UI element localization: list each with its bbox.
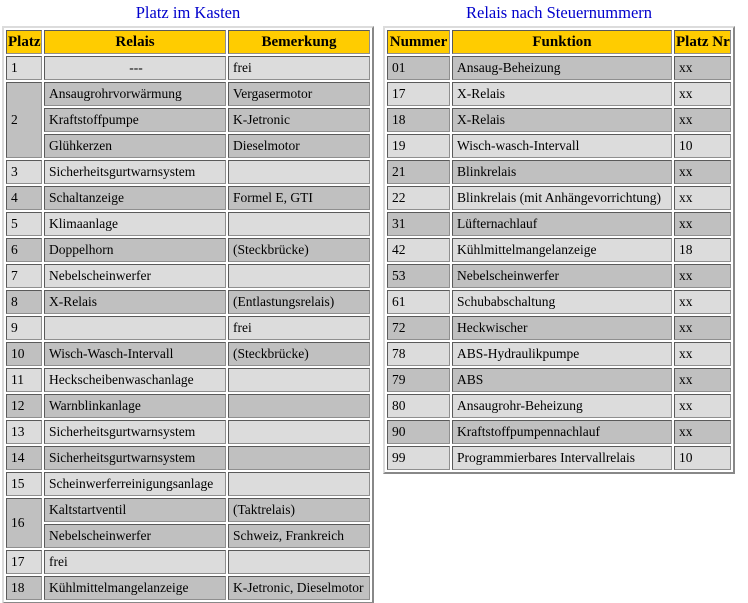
table-row [6,394,370,418]
relais-cell: X-Relais [44,290,226,314]
bemerkung-cell: (Steckbrücke) [228,238,370,262]
bemerkung-cell: (Steckbrücke) [228,342,370,366]
relais-cell: Sicherheitsgurtwarnsystem [44,446,226,470]
platz-nr-cell: xx [674,394,731,418]
platz-cell: 3 [6,160,42,184]
relais-cell: Nebelscheinwerfer [44,524,226,548]
bemerkung-cell [228,394,370,418]
bemerkung-cell: K-Jetronic [228,108,370,132]
platz-cell: 7 [6,264,42,288]
bemerkung-cell: frei [228,56,370,80]
relais-cell: frei [44,550,226,574]
table-row [387,56,731,80]
platz-cell: 11 [6,368,42,392]
table-row [6,446,370,470]
nummer-cell: 53 [387,264,450,288]
platz-nr-cell: xx [674,264,731,288]
nummer-cell: 61 [387,290,450,314]
table-row [6,550,370,574]
bemerkung-cell [228,446,370,470]
nummer-cell: 42 [387,238,450,262]
table-row [387,342,731,366]
table-row [6,498,370,522]
relais-cell: Kühlmittelmangelanzeige [44,576,226,600]
table-row [6,108,370,132]
column-header-nummer: Nummer [387,30,450,54]
funktion-cell: Ansaugrohr-Beheizung [452,394,672,418]
platz-nr-cell: xx [674,108,731,132]
funktion-cell: Blinkrelais (mit Anhängevorrichtung) [452,186,672,210]
bemerkung-cell [228,550,370,574]
table-row [387,394,731,418]
platz-cell: 4 [6,186,42,210]
bemerkung-cell [228,212,370,236]
relais-cell: Scheinwerferreinigungsanlage [44,472,226,496]
table-row [387,82,731,106]
platz-nr-cell: xx [674,420,731,444]
table-row [6,576,370,600]
relais-cell: --- [44,56,226,80]
nummer-cell: 22 [387,186,450,210]
table-row [387,420,731,444]
table-row [6,524,370,548]
table-row [387,316,731,340]
relais-cell: Klimaanlage [44,212,226,236]
relais-cell: Sicherheitsgurtwarnsystem [44,160,226,184]
table-row [6,420,370,444]
platz-cell: 18 [6,576,42,600]
platz-nr-cell: xx [674,316,731,340]
bemerkung-cell: Dieselmotor [228,134,370,158]
relais-cell: Wisch-Wasch-Intervall [44,342,226,366]
funktion-cell: Kraftstoffpumpennachlauf [452,420,672,444]
table-row [6,56,370,80]
funktion-cell: X-Relais [452,108,672,132]
nummer-cell: 01 [387,56,450,80]
bemerkung-cell: Schweiz, Frankreich [228,524,370,548]
table-row [6,368,370,392]
bemerkung-cell: Formel E, GTI [228,186,370,210]
bemerkung-cell: (Entlastungsrelais) [228,290,370,314]
platz-nr-cell: xx [674,160,731,184]
relais-cell: Doppelhorn [44,238,226,262]
funktion-cell: X-Relais [452,82,672,106]
nummer-cell: 90 [387,420,450,444]
nummer-cell: 78 [387,342,450,366]
table-row [6,472,370,496]
table-row [387,238,731,262]
table-row [387,368,731,392]
table-row [387,186,731,210]
relais-cell: Kaltstartventil [44,498,226,522]
platz-im-kasten-table [2,26,374,603]
funktion-cell: ABS-Hydraulikpumpe [452,342,672,366]
funktion-cell: Lüfternachlauf [452,212,672,236]
nummer-cell: 80 [387,394,450,418]
platz-cell: 14 [6,446,42,470]
platz-nr-cell: 10 [674,446,731,470]
nummer-cell: 18 [387,108,450,132]
column-header-relais: Relais [44,30,226,54]
nummer-cell: 17 [387,82,450,106]
platz-cell: 17 [6,550,42,574]
relais-cell [44,316,226,340]
platz-cell: 1 [6,56,42,80]
nummer-cell: 99 [387,446,450,470]
nummer-cell: 31 [387,212,450,236]
funktion-cell: Ansaug-Beheizung [452,56,672,80]
table-row [6,316,370,340]
table-row [6,82,370,106]
bemerkung-cell [228,368,370,392]
platz-cell: 13 [6,420,42,444]
table-row [6,264,370,288]
funktion-cell: Wisch-wasch-Intervall [452,134,672,158]
platz-im-kasten-section [2,2,374,603]
platz-nr-cell: xx [674,82,731,106]
platz-nr-cell: xx [674,290,731,314]
platz-nr-cell: 10 [674,134,731,158]
funktion-cell: Schubabschaltung [452,290,672,314]
funktion-cell: Programmierbares Intervallrelais [452,446,672,470]
funktion-cell: Blinkrelais [452,160,672,184]
nummer-cell: 19 [387,134,450,158]
relais-cell: Kraftstoffpumpe [44,108,226,132]
platz-cell: 5 [6,212,42,236]
relais-cell: Ansaugrohrvorwärmung [44,82,226,106]
table-row [6,342,370,366]
nummer-cell: 79 [387,368,450,392]
platz-nr-cell: xx [674,56,731,80]
funktion-cell: ABS [452,368,672,392]
funktion-cell: Heckwischer [452,316,672,340]
relais-cell: Nebelscheinwerfer [44,264,226,288]
table-row [6,134,370,158]
table-row [6,238,370,262]
column-header-platz: Platz [6,30,42,54]
platz-nr-cell: xx [674,186,731,210]
table-row [387,264,731,288]
table-row [387,290,731,314]
platz-nr-cell: xx [674,212,731,236]
table-row [6,186,370,210]
relais-cell: Schaltanzeige [44,186,226,210]
platz-cell: 10 [6,342,42,366]
column-header-platz-nr: Platz Nr [674,30,731,54]
table-row [387,160,731,184]
table-row [387,212,731,236]
platz-cell: 2 [6,82,42,158]
bemerkung-cell [228,472,370,496]
table-row [387,134,731,158]
relais-cell: Warnblinkanlage [44,394,226,418]
platz-cell: 8 [6,290,42,314]
bemerkung-cell: frei [228,316,370,340]
table-row [387,108,731,132]
bemerkung-cell: (Taktrelais) [228,498,370,522]
left-table-title: Platz im Kasten [135,3,241,22]
platz-nr-cell: 18 [674,238,731,262]
bemerkung-cell [228,264,370,288]
relais-nach-steuernummern-section [383,2,735,474]
platz-cell: 16 [6,498,42,548]
relais-cell: Glühkerzen [44,134,226,158]
platz-nr-cell: xx [674,368,731,392]
relais-cell: Sicherheitsgurtwarnsystem [44,420,226,444]
column-header-funktion: Funktion [452,30,672,54]
nummer-cell: 21 [387,160,450,184]
bemerkung-cell: Vergasermotor [228,82,370,106]
platz-cell: 6 [6,238,42,262]
relais-nach-steuernummern-table [383,26,735,474]
column-header-bemerkung: Bemerkung [228,30,370,54]
nummer-cell: 72 [387,316,450,340]
table-row [387,446,731,470]
funktion-cell: Kühlmittelmangelanzeige [452,238,672,262]
platz-cell: 12 [6,394,42,418]
right-header-row [387,30,731,54]
table-row [6,160,370,184]
platz-cell: 15 [6,472,42,496]
left-header-row [6,30,370,54]
relais-cell: Heckscheibenwaschanlage [44,368,226,392]
platz-nr-cell: xx [674,342,731,366]
platz-cell: 9 [6,316,42,340]
right-table-title: Relais nach Steuernummern [465,3,653,22]
table-row [6,290,370,314]
bemerkung-cell: K-Jetronic, Dieselmotor [228,576,370,600]
table-row [6,212,370,236]
bemerkung-cell [228,160,370,184]
funktion-cell: Nebelscheinwerfer [452,264,672,288]
bemerkung-cell [228,420,370,444]
